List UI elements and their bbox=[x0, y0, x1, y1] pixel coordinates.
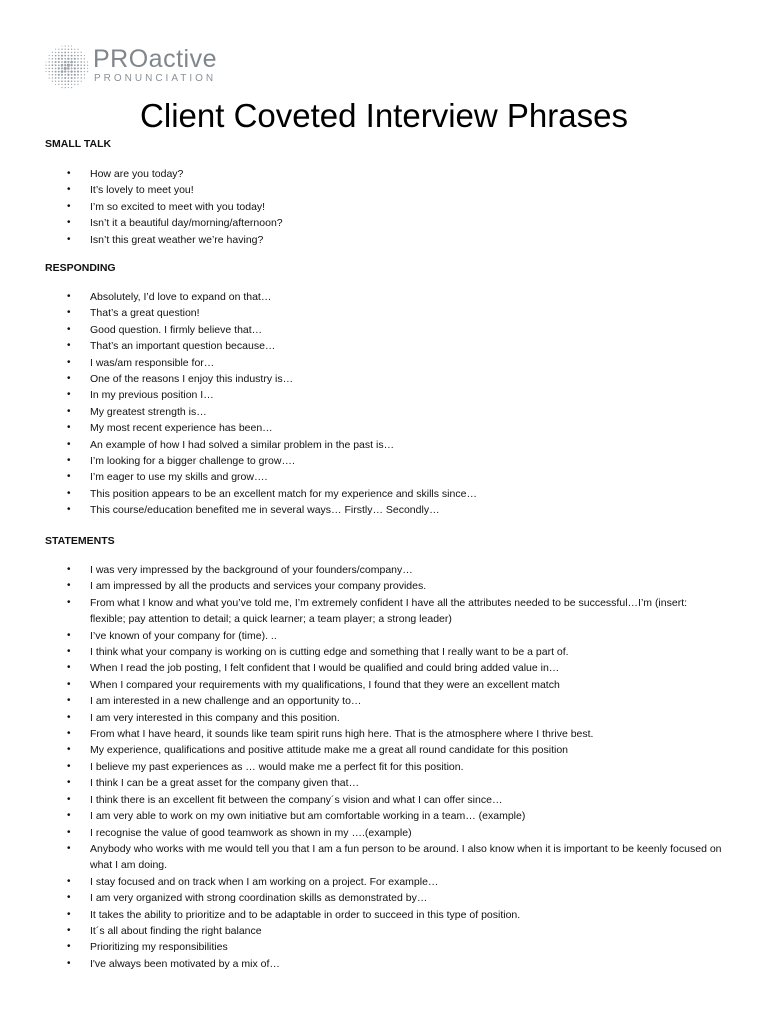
logo-dot bbox=[55, 58, 57, 60]
list-item-text: From what I have heard, it sounds like team spirit runs high here. That is the atmosphere where I thrive best. bbox=[90, 728, 594, 741]
bullet-icon: • bbox=[67, 233, 71, 245]
logo-dot bbox=[81, 55, 82, 56]
list-item bbox=[45, 232, 725, 248]
logo-dot bbox=[81, 58, 82, 59]
list-item bbox=[45, 825, 725, 841]
logo-dot bbox=[71, 74, 73, 76]
logo bbox=[44, 44, 244, 90]
list-item bbox=[45, 759, 725, 775]
list-item-text: I am very interested in this company and this position. bbox=[90, 711, 340, 724]
bullet-icon: • bbox=[67, 826, 71, 838]
logo-dot bbox=[71, 67, 73, 69]
logo-dot bbox=[70, 70, 72, 72]
logo-dot bbox=[81, 81, 82, 82]
list-item-text: An example of how I had solved a similar problem in the past is… bbox=[90, 438, 395, 451]
logo-dot bbox=[58, 81, 59, 82]
logo-dot bbox=[64, 67, 67, 70]
list-item bbox=[45, 808, 725, 824]
logo-dot bbox=[49, 55, 50, 56]
logo-dot bbox=[64, 55, 66, 57]
bullet-icon: • bbox=[67, 340, 71, 352]
logo-dot bbox=[77, 74, 79, 76]
logo-dot bbox=[77, 84, 78, 85]
list-item-text: Good question. I firmly believe that… bbox=[90, 323, 263, 336]
list-item bbox=[45, 486, 725, 502]
bullet-icon: • bbox=[67, 744, 71, 756]
logo-dot bbox=[71, 87, 72, 88]
list-item-text: This position appears to be an excellent match for my experience and skills since… bbox=[90, 487, 477, 500]
list-item bbox=[45, 562, 725, 578]
logo-dot bbox=[68, 77, 70, 79]
list-item-text: My experience, qualifications and positive attitude make me a great all round candidate for this position bbox=[90, 744, 569, 757]
list-item bbox=[45, 215, 725, 231]
list-item bbox=[45, 305, 725, 321]
logo-dot bbox=[58, 77, 60, 79]
section-heading-statements: STATEMENTS bbox=[45, 535, 115, 547]
bullet-icon: • bbox=[67, 356, 71, 368]
list-item-text: How are you today? bbox=[90, 168, 184, 180]
logo-dot bbox=[68, 52, 70, 54]
logo-dot bbox=[58, 71, 60, 73]
logo-dot bbox=[52, 52, 53, 53]
list-item-text: I am impressed by all the products and services your company provides. bbox=[90, 580, 427, 593]
list-item bbox=[45, 890, 725, 906]
list-item bbox=[45, 956, 725, 972]
logo-dot bbox=[61, 87, 62, 88]
logo-dot bbox=[49, 74, 50, 75]
logo-dot bbox=[58, 67, 60, 69]
logo-dot bbox=[81, 74, 82, 75]
list-item bbox=[45, 502, 725, 518]
logo-dot bbox=[64, 77, 66, 79]
logo-dot bbox=[77, 77, 78, 78]
logo-dot bbox=[64, 51, 66, 53]
bullet-icon: • bbox=[67, 842, 71, 854]
bullet-icon: • bbox=[67, 728, 71, 740]
list-item-text: My most recent experience has been… bbox=[90, 422, 273, 435]
logo-dot bbox=[58, 74, 60, 76]
logo-dot bbox=[52, 77, 53, 78]
list-item bbox=[45, 710, 725, 726]
list-item-text: Isn’t it a beautiful day/morning/afternoon? bbox=[90, 217, 283, 230]
logo-dot bbox=[77, 68, 79, 70]
bullet-icon: • bbox=[67, 168, 71, 179]
logo-dot bbox=[49, 77, 50, 78]
logo-dot bbox=[58, 49, 59, 50]
logo-dot bbox=[64, 70, 66, 72]
logo-dot bbox=[74, 77, 76, 79]
logo-dot bbox=[64, 74, 66, 76]
logo-dot bbox=[84, 64, 86, 66]
bullet-icon: • bbox=[67, 760, 71, 772]
logo-dot bbox=[61, 77, 63, 79]
bullet-icon: • bbox=[67, 389, 71, 401]
logo-dot bbox=[55, 49, 56, 50]
list-item bbox=[45, 939, 725, 955]
logo-dot bbox=[84, 71, 85, 72]
logo-dot bbox=[48, 68, 50, 70]
logo-dot bbox=[84, 55, 85, 56]
logo-dot bbox=[49, 71, 50, 72]
list-item bbox=[45, 660, 725, 676]
list-item bbox=[45, 166, 725, 182]
list-item bbox=[45, 874, 725, 890]
list-item-text: My greatest strength is… bbox=[90, 405, 207, 418]
list-item-text: Absolutely, I’d love to expand on that… bbox=[90, 291, 272, 303]
list-item bbox=[45, 355, 725, 371]
logo-dot bbox=[87, 71, 88, 72]
logo-dot bbox=[84, 68, 85, 69]
bullet-icon: • bbox=[67, 957, 71, 969]
list-item-text: I was very impressed by the background of your founders/company… bbox=[90, 564, 413, 576]
bullet-icon: • bbox=[67, 455, 71, 467]
bullet-icon: • bbox=[67, 908, 71, 920]
logo-dot bbox=[68, 87, 69, 88]
logo-dot bbox=[80, 77, 81, 78]
bullet-icon: • bbox=[67, 580, 71, 592]
section-heading-small-talk: SMALL TALK bbox=[45, 138, 112, 150]
logo-dot bbox=[71, 80, 73, 82]
list-item-text: That’s an important question because… bbox=[90, 340, 276, 353]
list-item-text: I’ve known of your company for (time). .. bbox=[90, 629, 277, 642]
responding-list bbox=[45, 289, 725, 519]
bullet-icon: • bbox=[67, 629, 71, 641]
logo-dot bbox=[71, 49, 72, 50]
list-item bbox=[45, 726, 725, 742]
logo-subtitle: PRONUNCIATION bbox=[94, 73, 217, 84]
list-item bbox=[45, 644, 725, 660]
bullet-icon: • bbox=[67, 323, 71, 335]
logo-dot bbox=[68, 55, 70, 57]
bullet-icon: • bbox=[67, 646, 71, 658]
list-item bbox=[45, 289, 725, 305]
bullet-icon: • bbox=[67, 711, 71, 723]
logo-dot bbox=[55, 52, 56, 53]
logo-dot bbox=[80, 64, 82, 66]
list-item-text: I’m eager to use my skills and grow…. bbox=[90, 471, 268, 484]
list-item-text: From what I know and what you’ve told me, I’m extremely confident I have all the attributes needed to be successful…I’m (insert: flexible; pay attention to detail; a quick learner; a team player; a strong leader) bbox=[90, 596, 688, 626]
logo-dot bbox=[71, 58, 73, 60]
list-item-text: I believe my past experiences as … would make me a perfect fit for this position. bbox=[90, 760, 464, 773]
list-item bbox=[45, 387, 725, 403]
logo-dot bbox=[52, 74, 54, 76]
list-item-text: It’s lovely to meet you! bbox=[90, 184, 194, 197]
list-item-text: This course/education benefited me in several ways… Firstly… Secondly… bbox=[90, 504, 440, 517]
bullet-icon: • bbox=[67, 695, 71, 707]
list-item-text: That’s a great question! bbox=[90, 307, 200, 320]
list-item-text: When I compared your requirements with my qualifications, I found that they were an excellent match bbox=[90, 678, 560, 691]
page-title: Client Coveted Interview Phrases bbox=[140, 97, 628, 134]
bullet-icon: • bbox=[67, 793, 71, 805]
logo-dot bbox=[61, 45, 62, 46]
logo-dot bbox=[64, 64, 66, 66]
logo-dot bbox=[55, 81, 56, 82]
logo-dot bbox=[67, 80, 69, 82]
logo-dot bbox=[77, 58, 79, 60]
logo-dot bbox=[52, 71, 53, 72]
bullet-icon: • bbox=[67, 422, 71, 434]
logo-dot bbox=[71, 45, 72, 46]
logo-dot bbox=[64, 80, 66, 82]
logo-dot bbox=[84, 77, 85, 78]
logo-dot bbox=[67, 71, 69, 73]
logo-dot bbox=[61, 64, 64, 67]
logo-dot bbox=[87, 65, 88, 66]
logo-dot bbox=[64, 61, 67, 64]
logo-dot bbox=[55, 55, 57, 57]
logo-dot bbox=[74, 81, 75, 82]
logo-globe-icon bbox=[44, 44, 90, 90]
logo-dot bbox=[74, 84, 75, 85]
logo-dot bbox=[52, 55, 53, 56]
logo-dot bbox=[52, 61, 54, 63]
list-item-text: One of the reasons I enjoy this industry is… bbox=[90, 373, 294, 386]
logo-dot bbox=[70, 64, 72, 66]
list-item-text: I think there is an excellent fit between the company´s vision and what I can offer since… bbox=[90, 793, 503, 806]
list-item-text: It takes the ability to prioritize and to be adaptable in order to succeed in this type of position. bbox=[90, 908, 521, 921]
logo-wordmark: PROactive bbox=[93, 45, 217, 73]
list-item-text: I’m looking for a bigger challenge to grow…. bbox=[90, 455, 295, 468]
list-item bbox=[45, 693, 725, 709]
logo-dot bbox=[71, 84, 72, 85]
logo-dot bbox=[61, 58, 63, 60]
logo-dot bbox=[55, 77, 57, 79]
bullet-icon: • bbox=[67, 487, 71, 499]
logo-dot bbox=[80, 61, 82, 63]
list-item bbox=[45, 742, 725, 758]
logo-dot bbox=[77, 80, 78, 81]
list-item-text: I am very able to work on my own initiative but am comfortable working in a team… (example) bbox=[90, 810, 526, 823]
bullet-icon: • bbox=[67, 184, 71, 196]
logo-dot bbox=[61, 74, 63, 76]
logo-dot bbox=[55, 64, 57, 66]
bullet-icon: • bbox=[67, 892, 71, 904]
list-item-text: I think I can be a great asset for the company given that… bbox=[90, 777, 360, 790]
list-item bbox=[45, 578, 725, 594]
bullet-icon: • bbox=[67, 875, 71, 887]
logo-dot bbox=[74, 52, 76, 54]
list-item bbox=[45, 322, 725, 338]
logo-dot bbox=[71, 52, 72, 53]
bullet-icon: • bbox=[67, 200, 71, 212]
list-item bbox=[45, 371, 725, 387]
logo-dot bbox=[81, 52, 82, 53]
list-item bbox=[45, 923, 725, 939]
logo-dot bbox=[67, 67, 70, 70]
logo-dot bbox=[74, 64, 76, 66]
logo-dot bbox=[77, 52, 78, 53]
list-item-text: I’m so excited to meet with you today! bbox=[90, 200, 266, 213]
logo-dot bbox=[64, 84, 66, 86]
logo-dot bbox=[87, 61, 88, 62]
logo-dot bbox=[49, 58, 50, 59]
logo-dot bbox=[87, 68, 88, 69]
logo-dot bbox=[55, 74, 57, 76]
logo-dot bbox=[74, 55, 76, 57]
logo-dot bbox=[65, 87, 66, 88]
logo-dot bbox=[80, 67, 82, 69]
logo-dot bbox=[74, 61, 76, 63]
logo-dot bbox=[61, 52, 63, 54]
logo-dot bbox=[58, 64, 60, 66]
list-item-text: Anybody who works with me would tell you that I am a fun person to be around. I also know when it is important to be keenly focused on what I am doing. bbox=[90, 842, 722, 872]
logo-dot bbox=[68, 84, 69, 85]
list-item bbox=[45, 182, 725, 198]
logo-dot bbox=[61, 61, 63, 63]
logo-dot bbox=[80, 71, 82, 73]
logo-dot bbox=[58, 84, 59, 85]
logo-dot bbox=[67, 64, 70, 67]
logo-dot bbox=[48, 61, 49, 62]
list-item bbox=[45, 469, 725, 485]
logo-dot bbox=[68, 45, 69, 46]
small-talk-list bbox=[45, 166, 725, 248]
logo-dot bbox=[61, 80, 63, 82]
list-item bbox=[45, 628, 725, 644]
logo-dot bbox=[67, 58, 69, 60]
logo-dot bbox=[58, 52, 60, 54]
logo-dot bbox=[84, 58, 85, 59]
list-item bbox=[45, 437, 725, 453]
list-item bbox=[45, 420, 725, 436]
section-heading-responding: RESPONDING bbox=[45, 262, 116, 274]
bullet-icon: • bbox=[67, 217, 71, 229]
logo-dot bbox=[61, 67, 63, 69]
list-item-text: I was/am responsible for… bbox=[90, 356, 215, 369]
logo-dot bbox=[45, 71, 46, 72]
logo-dot bbox=[58, 55, 60, 57]
logo-dot bbox=[45, 61, 46, 62]
list-item-text: I am very organized with strong coordination skills as demonstrated by… bbox=[90, 892, 428, 905]
logo-dot bbox=[65, 45, 66, 46]
bullet-icon: • bbox=[67, 504, 71, 516]
logo-dot bbox=[74, 71, 76, 73]
list-item-text: I've always been motivated by a mix of… bbox=[90, 957, 280, 970]
list-item-text: Prioritizing my responsibilities bbox=[90, 941, 228, 954]
list-item-text: I recognise the value of good teamwork as shown in my ….(example) bbox=[90, 826, 412, 839]
logo-dot bbox=[68, 48, 70, 50]
logo-dot bbox=[70, 61, 73, 64]
list-item bbox=[45, 907, 725, 923]
bullet-icon: • bbox=[67, 307, 71, 319]
logo-dot bbox=[67, 61, 69, 63]
logo-dot bbox=[61, 84, 62, 85]
logo-dot bbox=[61, 70, 64, 73]
logo-dot bbox=[55, 84, 56, 85]
bullet-icon: • bbox=[67, 564, 71, 575]
logo-dot bbox=[77, 71, 79, 73]
logo-dot bbox=[61, 48, 62, 49]
logo-dot bbox=[52, 68, 54, 70]
bullet-icon: • bbox=[67, 291, 71, 302]
list-item bbox=[45, 338, 725, 354]
logo-dot bbox=[64, 58, 66, 60]
bullet-icon: • bbox=[67, 596, 71, 608]
bullet-icon: • bbox=[67, 471, 71, 483]
logo-dot bbox=[61, 55, 63, 57]
list-item bbox=[45, 404, 725, 420]
logo-dot bbox=[77, 55, 79, 57]
bullet-icon: • bbox=[67, 373, 71, 385]
bullet-icon: • bbox=[67, 405, 71, 417]
list-item bbox=[45, 595, 725, 628]
list-item-text: Isn’t this great weather we’re having? bbox=[90, 233, 264, 246]
logo-dot bbox=[77, 64, 79, 66]
list-item-text: In my previous position I… bbox=[90, 389, 214, 402]
logo-dot bbox=[52, 58, 54, 60]
logo-dot bbox=[74, 49, 75, 50]
list-item bbox=[45, 792, 725, 808]
logo-dot bbox=[65, 49, 66, 50]
logo-dot bbox=[67, 74, 69, 76]
logo-dot bbox=[49, 65, 50, 66]
logo-dot bbox=[55, 61, 57, 63]
list-item bbox=[45, 453, 725, 469]
logo-dot bbox=[58, 58, 60, 60]
logo-dot bbox=[55, 68, 57, 70]
bullet-icon: • bbox=[67, 924, 71, 936]
list-item bbox=[45, 775, 725, 791]
bullet-icon: • bbox=[67, 810, 71, 822]
logo-dot bbox=[58, 61, 60, 63]
list-item-text: It´s all about finding the right balance bbox=[90, 924, 262, 937]
logo-dot bbox=[84, 61, 85, 62]
bullet-icon: • bbox=[67, 438, 71, 450]
logo-dot bbox=[74, 74, 76, 76]
bullet-icon: • bbox=[67, 941, 71, 953]
bullet-icon: • bbox=[67, 777, 71, 789]
logo-dot bbox=[52, 81, 53, 82]
bullet-icon: • bbox=[67, 662, 71, 674]
logo-dot bbox=[45, 65, 46, 66]
list-item-text: I stay focused and on track when I am working on a project. For example… bbox=[90, 875, 439, 888]
logo-dot bbox=[77, 49, 78, 50]
logo-dot bbox=[74, 58, 76, 60]
list-item bbox=[45, 199, 725, 215]
logo-dot bbox=[51, 64, 53, 66]
list-item bbox=[45, 841, 725, 874]
list-item-text: I think what your company is working on is cutting edge and something that I really want to be a part of. bbox=[90, 646, 569, 659]
logo-dot bbox=[55, 71, 57, 73]
statements-list bbox=[45, 562, 725, 972]
logo-dot bbox=[74, 67, 76, 69]
logo-dot bbox=[84, 74, 85, 75]
logo-dot bbox=[45, 68, 46, 69]
logo-dot bbox=[71, 77, 73, 79]
bullet-icon: • bbox=[67, 678, 71, 690]
list-item bbox=[45, 677, 725, 693]
logo-dot bbox=[71, 55, 73, 57]
list-item-text: When I read the job posting, I felt confident that I would be qualified and could bring added value in… bbox=[90, 662, 560, 675]
logo-dot bbox=[77, 61, 79, 63]
list-item-text: I am interested in a new challenge and an opportunity to… bbox=[90, 695, 362, 708]
